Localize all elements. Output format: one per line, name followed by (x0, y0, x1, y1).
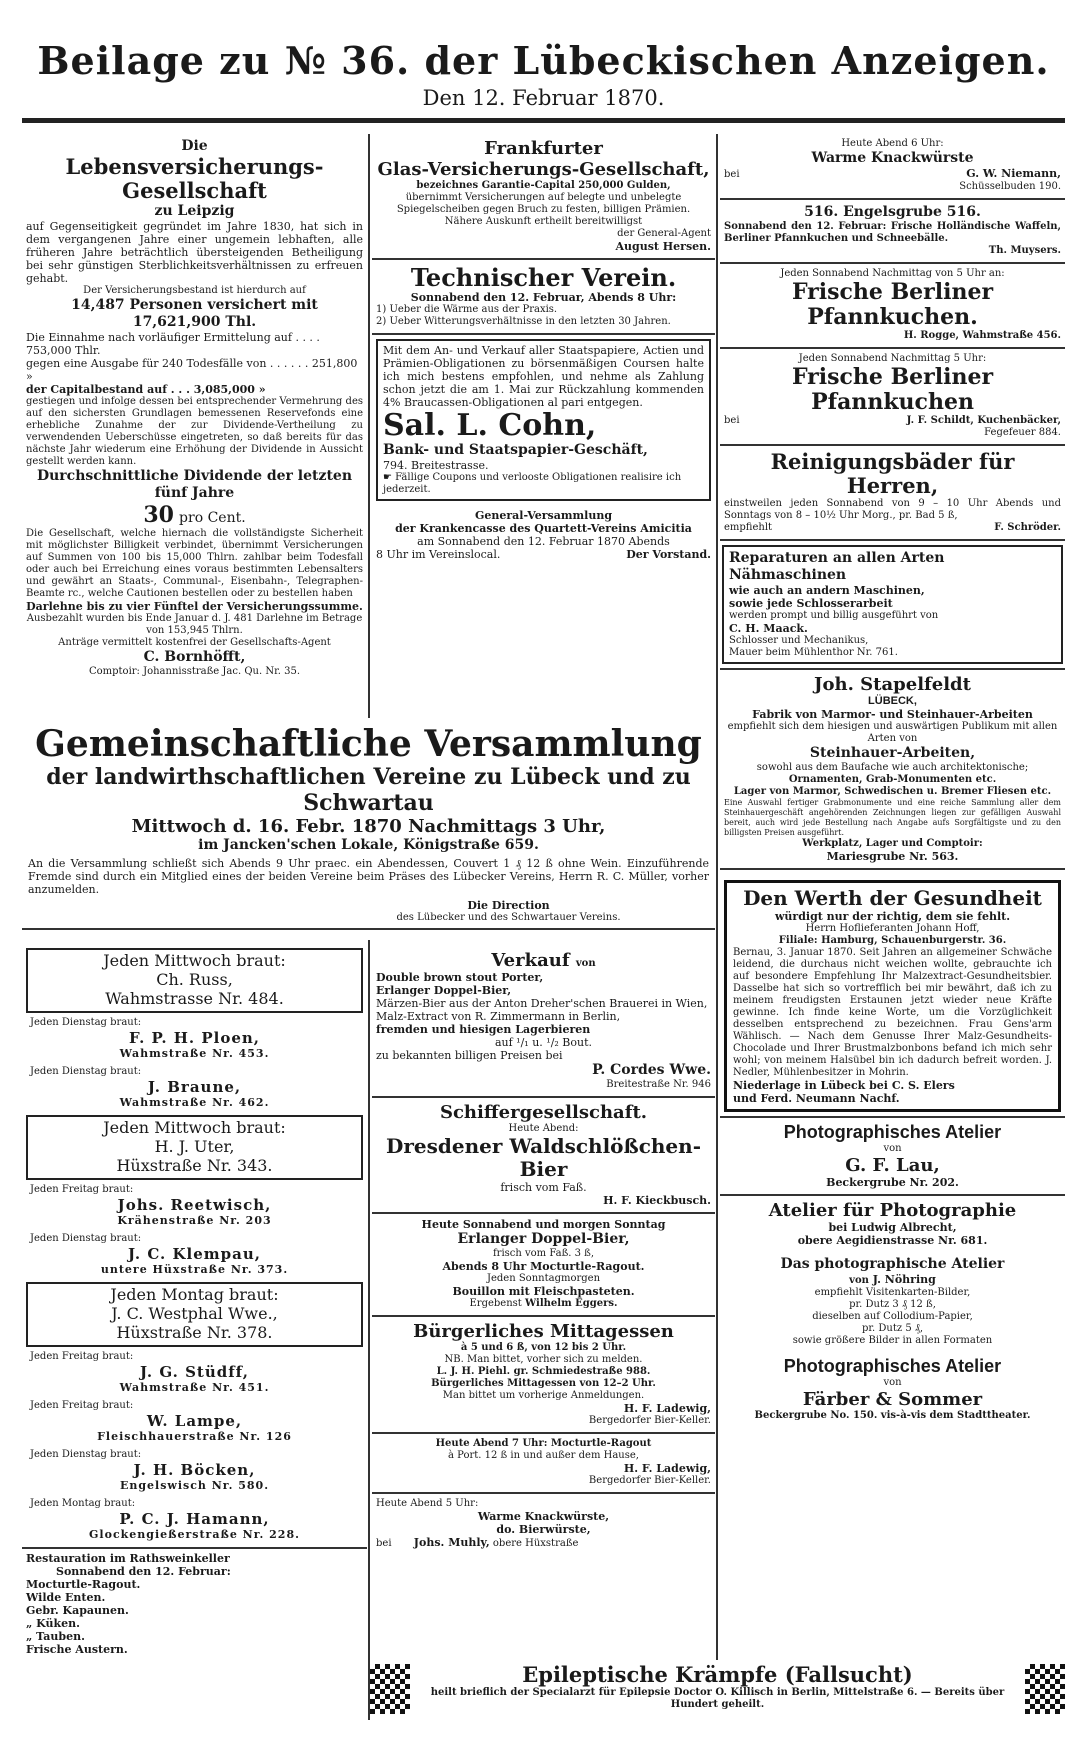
brewer-day: Jeden Freitag braut: (30, 1400, 134, 1411)
mock-sig: H. F. Ladewig, (623, 1462, 711, 1475)
insurance-body: auf Gegenseitigkeit gegründet im Jahre 1830, hat sich in dem vergangenen Jahre einer ungemein lebhaften, alle früheren Jahre beträchtlich übersteigenden Betheiligung bei sehr günstigen Sterblichkeitsverhältnissen zu erfreuen gehabt. (26, 220, 363, 285)
mittag-l5: Man bittet um vorherige Anmeldungen. (442, 1390, 645, 1401)
faerber-von: von (883, 1377, 902, 1388)
brewer-address: Engelswisch Nr. 580. (119, 1479, 270, 1492)
stapel-l2: Steinhauer-Arbeiten, (809, 745, 976, 761)
brewer-entry (22, 1398, 367, 1447)
insurance-loan: Darlehne bis zu vier Fünftel der Versicherungssumme. (26, 600, 363, 613)
brewer-list (22, 948, 367, 1545)
stapel-l6: Eine Auswahl fertiger Grabmonumente und eine reiche Sammlung aller dem Steinhauergeschäft angehörenden Zeichnungen liegen zur gefälligen Auswahl bereit, auch wird jede Bestellung nach Angabe aufs Sorgfältigste und zu den billigsten Preisen ausgeführt. (724, 798, 1061, 837)
cohn-note: Fällige Coupons und verlooste Obligationen realisire ich jederzeit. (383, 472, 682, 495)
cohn-body: Mit dem An- und Verkauf aller Staatspapiere, Actien und Prämien-Obligationen zu börsenmäßigen Coursen halte ich mich bestens empfohlen, und nehme als Zahlung schon jetzt die am 1. Mai zur Rückzahlung kommenden 4% Braucassen-Obligationen al pari entgegen. (383, 344, 704, 409)
schiffer-sub: Heute Abend: (508, 1123, 579, 1134)
noehring-l3: dieselben auf Collodium-Papier, (812, 1311, 973, 1322)
tech-item-1: 1) Ueber die Wärme aus der Praxis. (376, 304, 558, 315)
insurance-paid: Ausbezahlt wurden bis Ende Januar d. J. 481 Darlehne im Betrage von 153,945 Thlrn. (26, 613, 363, 636)
mittag-l1: à 5 und 6 ß, von 12 bis 2 Uhr. (460, 1342, 627, 1353)
schiffer-l2: frisch vom Faß. (500, 1181, 587, 1194)
schildt-l1: Jeden Sonnabend Nachmittag 5 Uhr: (798, 353, 987, 364)
mock-l2: à Port. 12 ß in und außer dem Hause, (448, 1450, 639, 1461)
wide-subtitle: der landwirthschaftlichen Vereine zu Lübeck und zu Schwartau (46, 764, 691, 816)
insurance-office: Comptoir: Johannisstraße Jac. Qu. Nr. 35. (88, 666, 301, 677)
mittag-sig: H. F. Ladewig, (623, 1402, 711, 1415)
stapel-l8: Mariesgrube Nr. 563. (826, 850, 959, 863)
gesund-l1: Den Werth der Gesundheit (743, 886, 1042, 910)
ad-schiffergesellschaft (372, 1098, 715, 1214)
knack-addr: obere Hüxstraße (492, 1538, 579, 1549)
ad-noehring (720, 1252, 1065, 1352)
brewer-entry (22, 1182, 367, 1231)
checker-ornament-right (1025, 1664, 1065, 1714)
erlanger-l7: Ergebenst (469, 1298, 522, 1309)
masthead-title: Beilage zu № 36. der Lübeckischen Anzeigen. (37, 38, 1050, 83)
mock-l1: Heute Abend 7 Uhr: Mocturtle-Ragout (435, 1438, 652, 1449)
verkauf-l5: fremden und hiesigen Lagerbieren (376, 1023, 591, 1036)
erlanger-sig: Wilhelm Eggers. (525, 1298, 618, 1309)
rogge-l1: Jeden Sonnabend Nachmittag von 5 Uhr an: (780, 268, 1005, 279)
brewer-entry (22, 1447, 367, 1496)
maack-l2: wie auch an andern Maschinen, (729, 584, 925, 597)
insurance-capital: der Capitalbestand auf . . . 3,085,000 » (26, 383, 266, 396)
noehring-title: Das photographische Atelier (780, 1256, 1005, 1272)
column-divider (368, 134, 370, 718)
brewer-name: P. C. J. Hamann, (119, 1510, 270, 1528)
column-divider (368, 940, 370, 1720)
general-l2: der Krankencasse des Quartett-Vereins Amicitia (395, 522, 692, 535)
brewer-day: Jeden Dienstag braut: (30, 1233, 142, 1244)
noehring-l2: pr. Dutz 3 ₰ 12 ß, (849, 1299, 936, 1310)
insurance-title: Lebensversicherungs-Gesellschaft (65, 154, 324, 203)
brewer-address: untere Hüxstraße Nr. 373. (100, 1263, 289, 1276)
noehring-l5: sowie größere Bilder in allen Formaten (792, 1335, 993, 1346)
gesund-body: Bernau, 3. Januar 1870. Seit Jahren an allgemeiner Schwäche leidend, die durchaus nicht weichen wollte, gebrauchte ich auf besondere Empfehlung Ihr Malzextract-Gesundheitsbier. Dasselbe hat sich so vortrefflich bei mir bewährt, daß ich zu meinem freudigsten Erstaunen jetzt wieder neue Kräfte gewinne. Ich finde keine Worte, um die Vorzüglichkeit desselben entsprechend zu bezeichnen. Frau Gens'arm Wählisch. — Nach dem Genusse Ihrer Malz-Gesundheits-Chocolade und Ihrer Brustmalzbonbons befand ich mich sehr wohl; von meinem Halsübel bin ich dadurch befreit worden. J. Nedler, Mühlenbesitzer in Mohrin. (733, 947, 1052, 1078)
gesund-l5: Niederlage in Lübeck bei C. S. Elers (733, 1079, 955, 1092)
brewer-day: Jeden Montag braut: (30, 1498, 136, 1509)
stapel-name: Joh. Stapelfeldt (814, 674, 971, 695)
ad-maack (722, 545, 1063, 664)
niemann-addr: Schüsselbuden 190. (959, 181, 1061, 192)
ad-rogge (720, 264, 1065, 349)
brewer-address: Hüxstraße Nr. 378. (116, 1323, 273, 1342)
bad-sig-line (724, 522, 1061, 534)
bad-title: Reinigungsbäder für Herren, (770, 449, 1015, 498)
frankfurter-l2: Glas-Versicherungs-Gesellschaft, (377, 159, 710, 180)
faerber-addr: Beckergrube No. 150. vis-à-vis dem Stadttheater. (754, 1410, 1031, 1421)
brewer-name: J. C. Westphal Wwe., (111, 1304, 278, 1323)
general-signature: Der Vorstand. (626, 548, 711, 561)
insurance-body-3: Die Gesellschaft, welche hiernach die vollständigste Sicherheit mit möglichster Billigkeit verbindet, übernimmt Versicherungen auf Summen von 100 bis 15,000 Thlrn. zahlbar beim Todesfall oder auch bei Erreichung eines voraus bestimmten Lebensalters und gewährt an Staats-, Communal-, Eisenbahn-, Telegraphen-Beamte rc., welche Cautionen bestellen oder zu bestellen haben (26, 528, 363, 599)
brewer-name: J. Braune, (147, 1078, 242, 1096)
ad-stapelfeldt (720, 668, 1065, 870)
insurance-percent-value: 30 (143, 502, 174, 528)
column-divider (716, 134, 718, 1660)
maack-l6: Mauer beim Mühlenthor Nr. 761. (729, 647, 898, 658)
maack-l1: Reparaturen an allen Arten Nähmaschinen (729, 550, 945, 583)
schildt-sig: J. F. Schildt, Kuchenbäcker, (906, 415, 1061, 426)
brewer-entry (22, 1064, 367, 1113)
wide-date: Mittwoch d. 16. Febr. 1870 Nachmittags 3 Uhr, (131, 816, 606, 837)
rest-item: Frische Austern. (26, 1643, 128, 1656)
brewer-day: Jeden Dienstag braut: (30, 1017, 142, 1028)
ad-epilepsie (370, 1660, 1065, 1718)
wide-sig-2: des Lübecker und des Schwartauer Vereins. (396, 912, 621, 923)
knack-name: Johs. Muhly, (413, 1536, 490, 1549)
mock-addr: Bergedorfer Bier-Keller. (588, 1475, 711, 1486)
epilep-title: Epileptische Krämpfe (Fallsucht) (522, 1662, 913, 1687)
gesund-l3: Herrn Hoflieferanten Johann Hoff, (805, 923, 980, 934)
niemann-bei: bei (724, 169, 740, 180)
epilep-body: heilt brieflich der Specialarzt für Epilepsie Doctor O. Killisch in Berlin, Mittelstraße 6. — Bereits über Hundert geheilt. (430, 1687, 1005, 1710)
schiffer-sig: H. F. Kieckbusch. (603, 1194, 711, 1207)
schildt-addr: Fegefeuer 884. (984, 427, 1061, 438)
column-2-top (372, 134, 715, 718)
insurance-stat: 14,487 Personen versichert mit 17,621,900 Thl. (71, 297, 318, 330)
brewer-name: J. C. Klempau, (128, 1245, 261, 1263)
masthead-date: Den 12. Februar 1870. (422, 86, 665, 110)
albrecht-title: Atelier für Photographie (768, 1200, 1017, 1221)
cohn-firm: Bank- und Staatspapier-Geschäft, (383, 442, 648, 458)
insurance-body-2: gestiegen und infolge dessen bei entsprechender Vermehrung des auf den sichersten Grundlagen bemessenen Reservefonds eine erhebliche Zunahme der zur Dividende-Vertheilung zu verwendenden Ueberschüsse eingetreten, so daß bereits für das nächste Jahr wiederum eine Erhöhung der Dividende in Aussicht gestellt werden kann. (26, 396, 363, 467)
cohn-note-line (383, 472, 704, 496)
brewer-day: Jeden Freitag braut: (30, 1184, 134, 1195)
general-l4-text: 8 Uhr im Vereinslocal. (376, 548, 501, 561)
noehring-l1: empfiehlt Visitenkarten-Bilder, (814, 1287, 971, 1298)
masthead (0, 0, 1087, 110)
brewer-entry (26, 1115, 363, 1180)
lau-title: Photographisches Atelier (783, 1122, 1002, 1142)
insurance-agent-name: C. Bornhöfft, (143, 649, 246, 665)
brewer-entry (26, 1282, 363, 1347)
ad-knackwuerste-muhly (372, 1494, 715, 1555)
rogge-sig: H. Rogge, Wahmstraße 456. (903, 330, 1061, 341)
schildt-bei: bei (724, 415, 740, 426)
verkauf-title: Verkauf (491, 950, 570, 971)
brewer-day: Jeden Montag braut: (110, 1285, 279, 1304)
brewer-day: Jeden Dienstag braut: (30, 1066, 142, 1077)
maack-l4: werden prompt und billig ausgeführt von (729, 610, 939, 621)
ad-reinigungsbaeder (720, 446, 1065, 541)
insurance-percent-unit: pro Cent. (179, 510, 246, 526)
verkauf-addr: Breitestraße Nr. 946 (606, 1079, 711, 1090)
column-3 (720, 134, 1065, 1660)
column-1-top (22, 134, 367, 718)
niemann-l2: Warme Knackwürste (811, 150, 974, 166)
stapel-l1: empfiehlt sich dem hiesigen und auswärtigen Publikum mit allen Arten von (727, 721, 1058, 744)
general-l3: am Sonnabend den 12. Februar 1870 Abends (417, 535, 670, 548)
erlanger-l4: Abends 8 Uhr Mocturtle-Ragout. (442, 1260, 645, 1273)
knack-l1: Heute Abend 5 Uhr: (376, 1498, 479, 1509)
ad-niemann (720, 134, 1065, 200)
wide-body: An die Versammlung schließt sich Abends 9 Uhr praec. ein Abendessen, Couvert 1 ₰ 12 ß ohne Wein. Einzuführende Fremde sind durch ein Mitglied eines der beiden Vereine beim Präses des Lübecker Vereins, Herrn R. C. Müller, vorher anzumelden. (28, 857, 709, 896)
erlanger-l3: frisch vom Faß. 3 ß, (492, 1248, 595, 1259)
insurance-percent (26, 502, 363, 528)
brewer-entry (22, 1349, 367, 1398)
niemann-l1: Heute Abend 6 Uhr: (841, 138, 944, 149)
ad-technischer-verein (372, 260, 715, 335)
faerber-name: Färber & Sommer (802, 1389, 983, 1410)
faerber-title: Photographisches Atelier (783, 1356, 1002, 1376)
gesund-l6: und Ferd. Neumann Nachf. (733, 1092, 900, 1105)
mittag-addr: Bergedorfer Bier-Keller. (588, 1415, 711, 1426)
verkauf-l2: Erlanger Doppel-Bier, (376, 984, 512, 997)
rogge-l2: Frische Berliner Pfannkuchen. (791, 279, 994, 330)
lau-addr: Beckergrube Nr. 202. (826, 1176, 959, 1189)
brewer-address: Hüxstraße Nr. 343. (116, 1156, 273, 1175)
noehring-name-line (724, 1273, 1061, 1287)
noehring-von: von (849, 1275, 869, 1286)
brewer-day: Jeden Dienstag braut: (30, 1449, 142, 1460)
stapel-l4: Ornamenten, Grab-Monumenten etc. (788, 774, 997, 785)
brewer-entry (22, 1015, 367, 1064)
ad-albrecht (720, 1196, 1065, 1252)
bad-l2: empfiehlt (724, 522, 773, 533)
frankfurter-l3: bezeichnes Garantie-Capital 250,000 Gulden, (416, 180, 671, 191)
verkauf-l7: zu bekannten billigen Preisen bei (376, 1049, 563, 1062)
brewer-entry (22, 1231, 367, 1280)
insurance-income: Die Einnahme nach vorläufiger Ermittelung auf . . . . 753,000 Thlr. (26, 331, 320, 357)
tech-item-2: 2) Ueber Witterungsverhältnisse in den letzten 30 Jahren. (376, 316, 671, 327)
general-l4 (376, 548, 711, 561)
frankfurter-l5: Nähere Auskunft ertheilt bereitwilligst (444, 216, 643, 227)
ad-insurance (22, 134, 367, 683)
insurance-agent: Anträge vermittelt kostenfrei der Gesellschafts-Agent (58, 637, 331, 648)
frankfurter-l1: Frankfurter (484, 138, 603, 159)
ad-restauration (22, 1547, 367, 1659)
ad-gesundheit (724, 880, 1061, 1112)
engels-body: Sonnabend den 12. Februar: Frische Holländische Waffeln, Berliner Pfannkuchen und Schneebälle. (724, 221, 1061, 244)
ad-lau (720, 1116, 1065, 1196)
brewer-day: Jeden Freitag braut: (30, 1351, 134, 1362)
verkauf-l3: Märzen-Bier aus der Anton Dreher'schen Brauerei in Wien, (376, 997, 708, 1010)
brewer-address: Fleischhauerstraße Nr. 126 (97, 1430, 292, 1443)
niemann-name: G. W. Niemann, (966, 167, 1061, 180)
brewer-day: Jeden Mittwoch braut: (103, 1118, 286, 1137)
brewer-name: Ch. Russ, (156, 970, 233, 989)
ad-frankfurter (372, 134, 715, 260)
rest-title: Restauration im Rathsweinkeller (26, 1552, 230, 1565)
column-2-bottom (372, 946, 715, 1646)
ad-faerber (720, 1352, 1065, 1427)
wide-title: Gemeinschaftliche Versammlung (35, 723, 702, 765)
ad-cohn (376, 339, 711, 501)
checker-ornament-left (370, 1664, 410, 1714)
masthead-rule (22, 118, 1065, 123)
rest-item: Wilde Enten. (26, 1591, 106, 1604)
mittag-l4: Bürgerliches Mittagessen von 12–2 Uhr. (431, 1378, 656, 1389)
ad-engelsgrube (720, 200, 1065, 264)
maack-name: C. H. Maack. (729, 622, 808, 635)
general-l1: General-Versammlung (474, 509, 613, 522)
rest-item: „ Tauben. (26, 1630, 85, 1643)
maack-l5: Schlosser und Mechanikus, (729, 635, 869, 646)
engels-title: 516. Engelsgrube 516. (804, 204, 981, 220)
brewer-day: Jeden Mittwoch braut: (103, 951, 286, 970)
knack-l3: do. Bierwürste, (496, 1523, 591, 1536)
gesund-l4: Filiale: Hamburg, Schauenburgerstr. 36. (778, 935, 1007, 946)
schildt-sig-line (724, 415, 1061, 427)
insurance-dividend: Durchschnittliche Dividende der letzten fünf Jahre (36, 468, 353, 501)
tech-title: Technischer Verein. (410, 263, 677, 292)
mittag-title: Bürgerliches Mittagessen (413, 1321, 674, 1342)
albrecht-l2: obere Aegidienstrasse Nr. 681. (797, 1234, 988, 1247)
frankfurter-l7: August Hersen. (615, 240, 711, 253)
schildt-l2: Frische Berliner Pfannkuchen (791, 364, 994, 415)
knack-bei-line (376, 1536, 711, 1550)
brewer-entry (22, 1496, 367, 1545)
lau-von: von (883, 1143, 902, 1154)
frankfurter-l4: übernimmt Versicherungen auf belegte und unbelegte Spiegelscheiben gegen Bruch zu festen, billigen Prämien. (396, 192, 691, 215)
schiffer-l1: Dresdener Waldschlößchen-Bier (386, 1134, 701, 1181)
verkauf-l1: Double brown stout Porter, (376, 971, 544, 984)
albrecht-l1: bei Ludwig Albrecht, (828, 1221, 957, 1234)
erlanger-sig-line (376, 1298, 711, 1310)
noehring-l4: pr. Dutz 5 ₰, (861, 1323, 924, 1334)
brewer-address: Wahmstraße Nr. 451. (119, 1381, 270, 1394)
erlanger-l6: Bouillon mit Fleischpasteten. (452, 1285, 635, 1298)
ad-erlanger (372, 1214, 715, 1317)
column-1-bottom (22, 946, 367, 1726)
engels-sig: Th. Muysers. (988, 245, 1061, 256)
ad-general-versammlung (372, 505, 715, 566)
brewer-name: J. G. Stüdff, (139, 1363, 250, 1381)
stapel-l3: sowohl aus dem Baufache wie auch architektonische; (756, 762, 1029, 773)
erlanger-l1: Heute Sonnabend und morgen Sonntag (421, 1218, 666, 1231)
ad-schildt (720, 349, 1065, 446)
verkauf-von: von (575, 958, 596, 969)
rest-items (26, 1578, 363, 1656)
verkauf-title-line (376, 950, 711, 971)
insurance-stat-intro: Der Versicherungsbestand ist hierdurch auf (83, 285, 306, 296)
wide-place: im Jancken'schen Lokale, Königstraße 659. (198, 837, 539, 853)
brewer-entry (26, 948, 363, 1013)
stapel-l5: Lager von Marmor, Schwedischen u. Bremer Fliesen etc. (733, 786, 1052, 797)
bad-sig: F. Schröder. (994, 522, 1061, 533)
brewer-name: W. Lampe, (146, 1412, 243, 1430)
mittag-l3: L. J. H. Piehl. gr. Schmiedestraße 988. (436, 1366, 651, 1377)
stapel-firm: Fabrik von Marmor- und Steinhauer-Arbeiten (752, 708, 1033, 721)
brewer-address: Krähenstraße Nr. 203 (117, 1214, 272, 1227)
frankfurter-l6: der General-Agent (617, 228, 711, 239)
insurance-die: Die (181, 138, 208, 154)
brewer-name: Johs. Reetwisch, (117, 1196, 272, 1214)
ad-verkauf (372, 946, 715, 1098)
niemann-name-line (724, 167, 1061, 181)
knack-bei: bei (376, 1538, 392, 1549)
ad-mittagessen (372, 1317, 715, 1434)
verkauf-name: P. Cordes Wwe. (592, 1062, 711, 1078)
bad-l1: einstweilen jeden Sonnabend von 9 – 10 Uhr Abends und Sonntags von 8 – 10½ Uhr Morg., pr. Bad 5 ß, (724, 498, 1061, 521)
rest-date: Sonnabend den 12. Februar: (56, 1565, 231, 1578)
brewer-address: Wahmstraße Nr. 462. (119, 1096, 270, 1109)
tech-date: Sonnabend den 12. Februar, Abends 8 Uhr: (410, 291, 677, 304)
maack-l3: sowie jede Schlosserarbeit (729, 597, 893, 610)
rest-item: Gebr. Kapaunen. (26, 1604, 129, 1617)
brewer-address: Wahmstraße Nr. 453. (119, 1047, 270, 1060)
verkauf-l4: Malz-Extract von R. Zimmermann in Berlin, (376, 1010, 621, 1023)
pointing-hand-icon: ☛ (383, 472, 392, 483)
brewer-name: H. J. Uter, (154, 1137, 235, 1156)
verkauf-l6: auf ¹/₁ u. ¹/₂ Bout. (494, 1036, 593, 1049)
ad-gemeinschaftliche-versammlung (22, 718, 715, 930)
stapel-city: LÜBECK, (868, 695, 917, 707)
erlanger-l5: Jeden Sonntagmorgen (486, 1273, 601, 1284)
knack-l2: Warme Knackwürste, (477, 1510, 610, 1523)
schiffer-title: Schiffergesellschaft. (439, 1102, 648, 1123)
brewer-name: J. H. Böcken, (133, 1461, 256, 1479)
mittag-l2: NB. Man bittet, vorher sich zu melden. (444, 1354, 643, 1365)
stapel-l7: Werkplatz, Lager und Comptoir: (802, 838, 983, 849)
insurance-city: zu Leipzig (154, 203, 235, 219)
erlanger-l2: Erlanger Doppel-Bier, (457, 1231, 630, 1247)
brewer-name: F. P. H. Ploen, (128, 1029, 261, 1047)
brewer-address: Glockengießerstraße Nr. 228. (89, 1528, 300, 1541)
ad-mocturtle (372, 1434, 715, 1494)
brewer-address: Wahmstrasse Nr. 484. (105, 989, 284, 1008)
gesund-l2: würdigt nur der richtig, dem sie fehlt. (774, 910, 1011, 923)
cohn-name: Sal. L. Cohn, (383, 408, 597, 443)
noehring-name: J. Nöhring (872, 1273, 936, 1286)
insurance-expense: gegen eine Ausgabe für 240 Todesfälle von . . . . . . 251,800 » (26, 357, 358, 383)
cohn-addr: 794. Breitestrasse. (383, 459, 489, 472)
rest-item: „ Küken. (26, 1617, 80, 1630)
lau-name: G. F. Lau, (845, 1155, 940, 1176)
rest-item: Mocturtle-Ragout. (26, 1578, 141, 1591)
wide-sig-1: Die Direction (467, 899, 550, 912)
